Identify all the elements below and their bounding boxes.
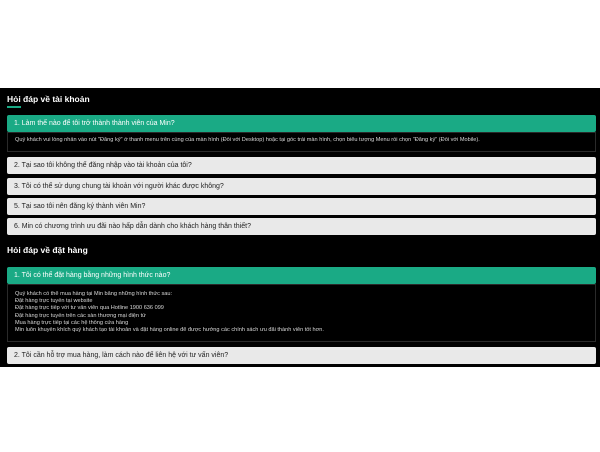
faq-order-a1 [7, 284, 596, 342]
faq-account-q5[interactable]: 5. Tại sao tôi nên đăng ký thành viên Min? [7, 198, 596, 215]
answer-line: Mua hàng trực tiếp tại các hệ thống cửa hàng [15, 319, 129, 326]
account-section-title: Hỏi đáp về tài khoản [7, 94, 90, 104]
answer-line: Đặt hàng trực tuyến trên các sàn thương mại điện tử [15, 312, 146, 319]
answer-line: Quý khách có thể mua hàng tại Min bằng những hình thức sau: [15, 291, 173, 297]
faq-account-q6[interactable]: 6. Min có chương trình ưu đãi nào hấp dẫn dành cho khách hàng thân thiết? [7, 218, 596, 235]
answer-text: Quý khách vui lòng nhấn vào nút "Đăng ký" ở thanh menu trên cùng của màn hình (Đối với Desktop) hoặc tại góc trái màn hình, chọn biểu tượng Menu rồi chọn "Đăng ký" (Đối với Mobile). [15, 137, 480, 143]
faq-account-q2[interactable]: 2. Tại sao tôi không thể đăng nhập vào tài khoản của tôi? [7, 157, 596, 174]
title-underline [7, 106, 21, 108]
order-section-title: Hỏi đáp về đặt hàng [7, 245, 88, 255]
faq-order-q1[interactable]: 1. Tôi có thể đặt hàng bằng những hình thức nào? [7, 267, 596, 284]
answer-line: Min luôn khuyến khích quý khách tạo tài khoản và đặt hàng online để được hưởng các chính sách ưu đãi thành viên tốt hơn. [15, 327, 324, 334]
faq-order-q2[interactable]: 2. Tôi cần hỗ trợ mua hàng, làm cách nào để liên hệ với tư vấn viên? [7, 347, 596, 364]
answer-line: Đặt hàng trực tuyến tại website [15, 298, 93, 305]
faq-account-q1[interactable]: 1. Làm thế nào để tôi trở thành thành viên của Min? [7, 115, 596, 132]
faq-account-q3[interactable]: 3. Tôi có thể sử dụng chung tài khoản với người khác được không? [7, 178, 596, 195]
faq-account-a1 [7, 132, 596, 152]
faq-page [0, 88, 600, 367]
answer-line: Đặt hàng trực tiếp với tư vấn viên qua Hotline 1900 636 099 [15, 305, 164, 312]
